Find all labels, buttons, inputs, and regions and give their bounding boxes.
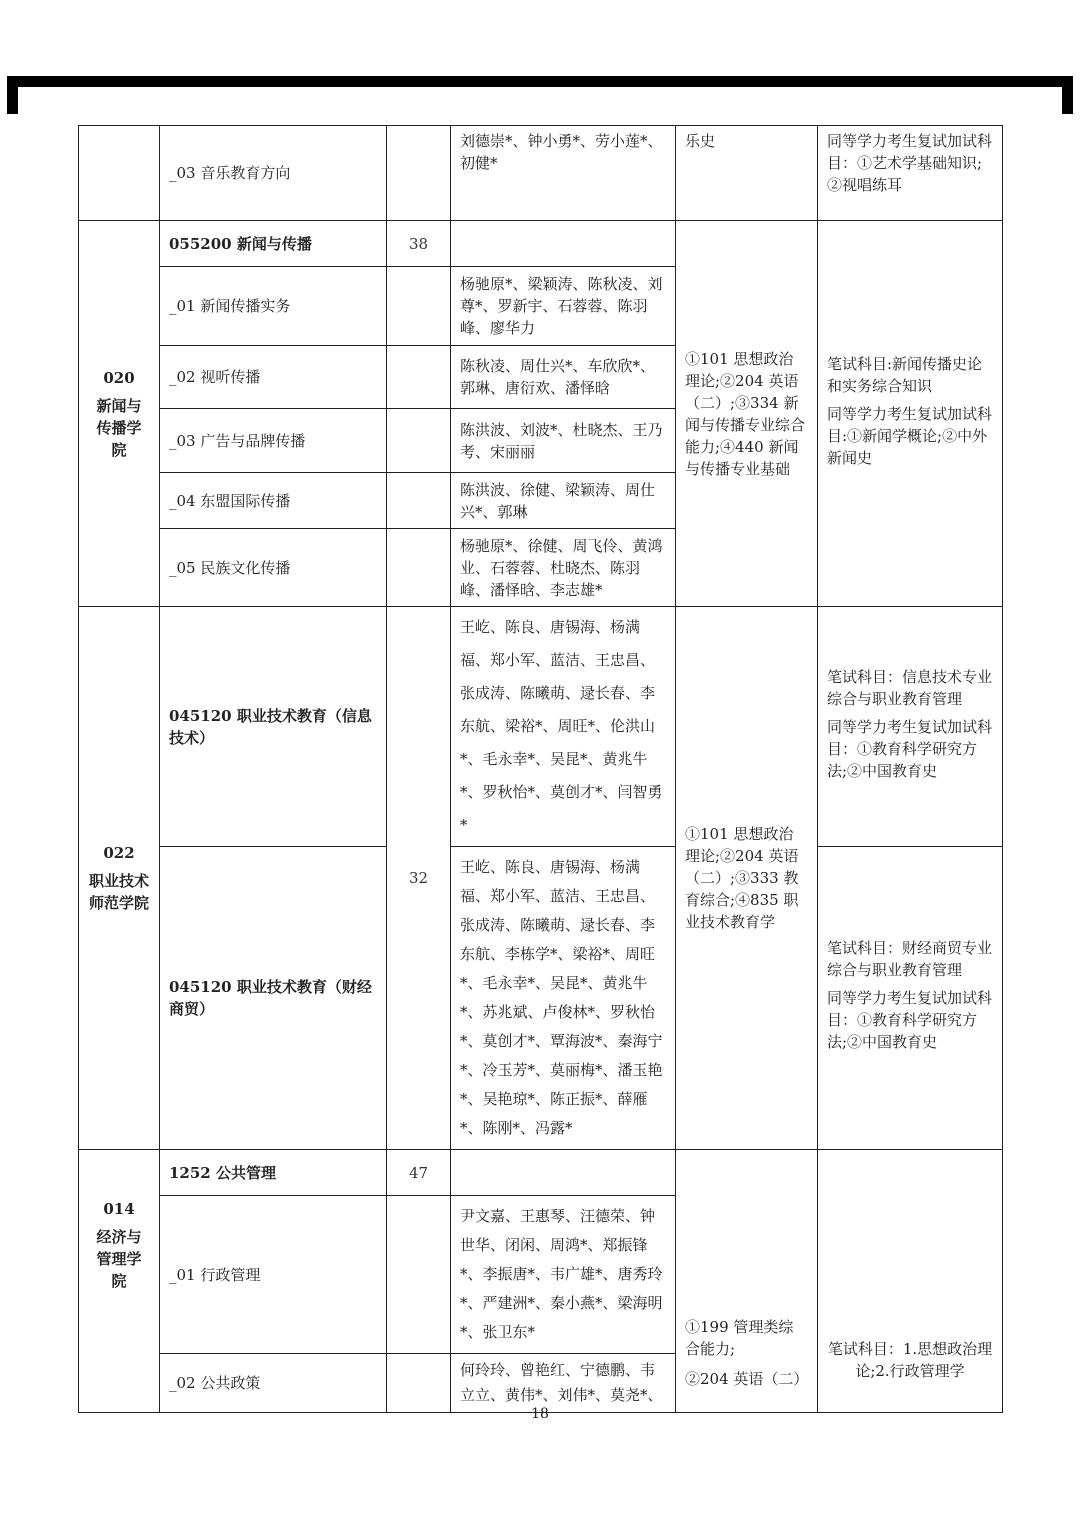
tutors-cell: 王屹、陈良、唐锡海、杨满福、郑小军、蓝洁、王忠昌、张成涛、陈曦萌、逯长春、李东航、李栋学*、梁裕*、周旺*、毛永幸*、吴昆*、黄兆牛*、苏兆斌、卢俊林*、罗秋怡*、莫创才*、覃海波*、秦海宁*、冷玉芳*、莫丽梅*、潘玉艳*、吴艳琼*、陈正振*、薛雁*、陈刚*、冯露* — [451, 847, 676, 1150]
remark-cell — [818, 221, 1003, 607]
table-row — [79, 1150, 1003, 1196]
direction-cell: _02 视听传播 — [160, 346, 387, 409]
major-cell: 045120 职业技术教育（财经商贸） — [160, 847, 387, 1150]
exam-cell — [676, 1150, 818, 1413]
tutors-cell-empty — [451, 221, 676, 267]
college-cell-economics — [79, 1150, 160, 1413]
college-name: 职业技术师范学院 — [88, 872, 149, 912]
enrollment-plan-table — [78, 125, 1003, 1413]
tutors-cell: 刘德崇*、钟小勇*、劳小莲*、初健* — [451, 126, 676, 221]
remark-cell — [818, 847, 1003, 1150]
direction-cell: _02 公共政策 — [160, 1354, 387, 1413]
remark-written-exam: 笔试科目：财经商贸专业综合与职业教育管理 — [827, 939, 993, 979]
exam-cell: ①101 思想政治理论;②204 英语（二）;③334 新闻与传播专业综合能力;④440 新闻与传播专业基础 — [676, 221, 818, 607]
count-cell-empty — [387, 409, 451, 473]
college-cell-vocational — [79, 607, 160, 1150]
college-code: 014 — [103, 1200, 135, 1218]
college-name: 经济与管理学院 — [96, 1228, 142, 1290]
direction-cell: _01 新闻传播实务 — [160, 267, 387, 346]
count-cell: 38 — [387, 221, 451, 267]
major-cell: 055200 新闻与传播 — [160, 221, 387, 267]
remark-equivalent: 同等学力考生复试加试科目：①教育科学研究方法;②中国教育史 — [827, 989, 993, 1051]
direction-cell: _01 行政管理 — [160, 1196, 387, 1354]
tutors-cell: 陈洪波、徐健、梁颖涛、周仕兴*、郭琳 — [451, 473, 676, 529]
exam-item-1: ①199 管理类综合能力; — [685, 1318, 794, 1358]
page-number: 18 — [531, 1406, 549, 1422]
remark-cell: 同等学力考生复试加试科目：①艺术学基础知识;②视唱练耳 — [818, 126, 1003, 221]
count-cell: 47 — [387, 1150, 451, 1196]
college-code: 020 — [103, 368, 135, 387]
college-name: 新闻与传播学院 — [96, 396, 142, 459]
count-cell-empty — [387, 1196, 451, 1354]
count-cell-empty — [387, 473, 451, 529]
direction-cell: _04 东盟国际传播 — [160, 473, 387, 529]
table-row — [79, 607, 1003, 847]
tutors-cell: 何玲玲、曾艳红、宁德鹏、韦立立、黄伟*、刘伟*、莫尧*、 — [451, 1354, 676, 1413]
remark-written-exam: 笔试科目:新闻传播史论和实务综合知识 — [827, 354, 983, 395]
header-rule-right-tick — [1062, 76, 1073, 114]
count-cell-empty — [387, 126, 451, 221]
tutors-cell: 陈秋凌、周仕兴*、车欣欣*、郭琳、唐衍欢、潘怿晗 — [451, 346, 676, 409]
direction-cell: _05 民族文化传播 — [160, 529, 387, 607]
major-cell: 045120 职业技术教育（信息技术） — [160, 607, 387, 847]
table-row — [79, 126, 1003, 221]
tutors-cell: 陈洪波、刘波*、杜晓杰、王乃考、宋丽丽 — [451, 409, 676, 473]
count-cell-empty — [387, 1354, 451, 1413]
direction-cell: _03 音乐教育方向 — [160, 126, 387, 221]
college-cell-empty — [79, 126, 160, 221]
college-code: 022 — [103, 844, 135, 862]
count-cell-empty — [387, 267, 451, 346]
tutors-cell-empty — [451, 1150, 676, 1196]
table-row — [79, 221, 1003, 267]
count-cell-empty — [387, 529, 451, 607]
exam-item-2: ②204 英语（二） — [685, 1370, 809, 1388]
tutors-cell: 王屹、陈良、唐锡海、杨满福、郑小军、蓝洁、王忠昌、张成涛、陈曦萌、逯长春、李东航、梁裕*、周旺*、伦洪山*、毛永幸*、吴昆*、黄兆牛*、罗秋怡*、莫创才*、闫智勇* — [451, 607, 676, 847]
remark-equivalent: 同等学力考生复试加试科目：①教育科学研究方法;②中国教育史 — [827, 717, 993, 780]
remark-cell — [818, 607, 1003, 847]
remark-cell: 笔试科目：1.思想政治理论;2.行政管理学 — [818, 1150, 1003, 1413]
college-cell-journalism — [79, 221, 160, 607]
remark-written-exam: 笔试科目：信息技术专业综合与职业教育管理 — [827, 667, 993, 708]
major-cell: 1252 公共管理 — [160, 1150, 387, 1196]
tutors-cell: 杨驰原*、徐健、周飞伶、黄鸿业、石蓉蓉、杜晓杰、陈羽峰、潘怿晗、李志雄* — [451, 529, 676, 607]
direction-cell: _03 广告与品牌传播 — [160, 409, 387, 473]
exam-cell: ①101 思想政治理论;②204 英语（二）;③333 教育综合;④835 职业技术教育学 — [676, 607, 818, 1150]
exam-cell: 乐史 — [676, 126, 818, 221]
count-cell: 32 — [387, 607, 451, 1150]
table-row — [79, 847, 1003, 1150]
header-rule — [7, 76, 1073, 87]
remark-equivalent: 同等学力考生复试加试科目:①新闻学概论;②中外新闻史 — [827, 404, 993, 467]
count-cell-empty — [387, 346, 451, 409]
tutors-cell: 尹文嘉、王惠琴、汪德荣、钟世华、闭闲、周鸿*、郑振锋*、李振唐*、韦广雄*、唐秀玲*、严建洲*、秦小燕*、梁海明*、张卫东* — [451, 1196, 676, 1354]
tutors-cell: 杨驰原*、梁颖涛、陈秋凌、刘尊*、罗新宇、石蓉蓉、陈羽峰、廖华力 — [451, 267, 676, 346]
header-rule-left-tick — [7, 76, 18, 114]
